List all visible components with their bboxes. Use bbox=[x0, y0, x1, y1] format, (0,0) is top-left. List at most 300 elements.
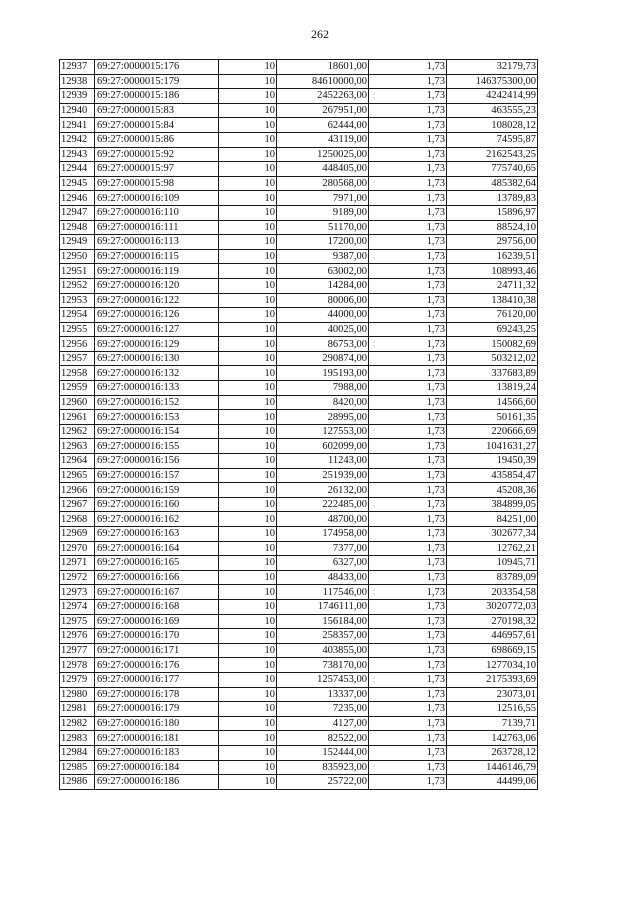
total-value-cell: 1041631,27 bbox=[447, 439, 538, 454]
coefficient-cell: 1,73 bbox=[369, 205, 447, 220]
cadastral-value-cell: 63002,00 bbox=[277, 264, 369, 279]
row-number-cell: 12937 bbox=[60, 60, 95, 75]
row-number-cell: 12970 bbox=[60, 541, 95, 556]
row-number-cell: 12979 bbox=[60, 672, 95, 687]
coefficient-cell: 1,73 bbox=[369, 337, 447, 352]
total-value-cell: 485382,64 bbox=[447, 176, 538, 191]
row-number-cell: 12958 bbox=[60, 366, 95, 381]
group-code-cell: 10 bbox=[219, 89, 277, 104]
coefficient-cell: 1,73 bbox=[369, 366, 447, 381]
cadastral-number-cell: 69:27:0000016:113 bbox=[95, 235, 219, 250]
cadastral-value-cell: 8420,00 bbox=[277, 395, 369, 410]
group-code-cell: 10 bbox=[219, 512, 277, 527]
coefficient-cell: 1,73 bbox=[369, 527, 447, 542]
row-number-cell: 12947 bbox=[60, 205, 95, 220]
total-value-cell: 108993,46 bbox=[447, 264, 538, 279]
table-row bbox=[60, 643, 538, 658]
table-row bbox=[60, 702, 538, 717]
table-row bbox=[60, 745, 538, 760]
total-value-cell: 337683,89 bbox=[447, 366, 538, 381]
cadastral-number-cell: 69:27:0000016:110 bbox=[95, 205, 219, 220]
coefficient-cell: 1,73 bbox=[369, 775, 447, 790]
cadastral-number-cell: 69:27:0000016:183 bbox=[95, 745, 219, 760]
group-code-cell: 10 bbox=[219, 527, 277, 542]
coefficient-cell: 1,73 bbox=[369, 278, 447, 293]
group-code-cell: 10 bbox=[219, 205, 277, 220]
coefficient-cell: 1,73 bbox=[369, 351, 447, 366]
row-number-cell: 12950 bbox=[60, 249, 95, 264]
cadastral-value-cell: 117546,00 bbox=[277, 585, 369, 600]
table-row bbox=[60, 293, 538, 308]
total-value-cell: 74595,87 bbox=[447, 132, 538, 147]
cadastral-value-cell: 280568,00 bbox=[277, 176, 369, 191]
total-value-cell: 263728,12 bbox=[447, 745, 538, 760]
table-row bbox=[60, 775, 538, 790]
row-number-cell: 12974 bbox=[60, 599, 95, 614]
table-row bbox=[60, 278, 538, 293]
row-number-cell: 12945 bbox=[60, 176, 95, 191]
cadastral-number-cell: 69:27:0000016:160 bbox=[95, 497, 219, 512]
cadastral-number-cell: 69:27:0000016:152 bbox=[95, 395, 219, 410]
cadastral-number-cell: 69:27:0000016:184 bbox=[95, 760, 219, 775]
coefficient-cell: 1,73 bbox=[369, 147, 447, 162]
total-value-cell: 142763,06 bbox=[447, 731, 538, 746]
group-code-cell: 10 bbox=[219, 424, 277, 439]
group-code-cell: 10 bbox=[219, 629, 277, 644]
group-code-cell: 10 bbox=[219, 103, 277, 118]
group-code-cell: 10 bbox=[219, 249, 277, 264]
table-row bbox=[60, 60, 538, 75]
row-number-cell: 12963 bbox=[60, 439, 95, 454]
coefficient-cell: 1,73 bbox=[369, 395, 447, 410]
table-row bbox=[60, 760, 538, 775]
coefficient-cell: 1,73 bbox=[369, 570, 447, 585]
group-code-cell: 10 bbox=[219, 643, 277, 658]
group-code-cell: 10 bbox=[219, 760, 277, 775]
total-value-cell: 32179,73 bbox=[447, 60, 538, 75]
table-row bbox=[60, 585, 538, 600]
row-number-cell: 12984 bbox=[60, 745, 95, 760]
total-value-cell: 12516,55 bbox=[447, 702, 538, 717]
coefficient-cell: 1,73 bbox=[369, 483, 447, 498]
row-number-cell: 12965 bbox=[60, 468, 95, 483]
coefficient-cell: 1,73 bbox=[369, 162, 447, 177]
row-number-cell: 12960 bbox=[60, 395, 95, 410]
total-value-cell: 146375300,00 bbox=[447, 74, 538, 89]
table-row bbox=[60, 205, 538, 220]
table-row bbox=[60, 716, 538, 731]
row-number-cell: 12980 bbox=[60, 687, 95, 702]
group-code-cell: 10 bbox=[219, 570, 277, 585]
table-row bbox=[60, 483, 538, 498]
coefficient-cell: 1,73 bbox=[369, 454, 447, 469]
row-number-cell: 12941 bbox=[60, 118, 95, 133]
coefficient-cell: 1,73 bbox=[369, 410, 447, 425]
coefficient-cell: 1,73 bbox=[369, 614, 447, 629]
coefficient-cell: 1,73 bbox=[369, 308, 447, 323]
total-value-cell: 3020772,03 bbox=[447, 599, 538, 614]
row-number-cell: 12962 bbox=[60, 424, 95, 439]
cadastral-number-cell: 69:27:0000016:115 bbox=[95, 249, 219, 264]
row-number-cell: 12938 bbox=[60, 74, 95, 89]
coefficient-cell: 1,73 bbox=[369, 716, 447, 731]
row-number-cell: 12977 bbox=[60, 643, 95, 658]
table-row bbox=[60, 264, 538, 279]
cadastral-value-cell: 13337,00 bbox=[277, 687, 369, 702]
coefficient-cell: 1,73 bbox=[369, 760, 447, 775]
row-number-cell: 12971 bbox=[60, 556, 95, 571]
coefficient-cell: 1,73 bbox=[369, 599, 447, 614]
coefficient-cell: 1,73 bbox=[369, 643, 447, 658]
table-row bbox=[60, 687, 538, 702]
coefficient-cell: 1,73 bbox=[369, 424, 447, 439]
cadastral-number-cell: 69:27:0000015:84 bbox=[95, 118, 219, 133]
group-code-cell: 10 bbox=[219, 147, 277, 162]
table-row bbox=[60, 614, 538, 629]
cadastral-number-cell: 69:27:0000016:159 bbox=[95, 483, 219, 498]
row-number-cell: 12975 bbox=[60, 614, 95, 629]
total-value-cell: 775740,65 bbox=[447, 162, 538, 177]
table-row bbox=[60, 118, 538, 133]
cadastral-number-cell: 69:27:0000016:170 bbox=[95, 629, 219, 644]
coefficient-cell: 1,73 bbox=[369, 191, 447, 206]
cadastral-value-cell: 86753,00 bbox=[277, 337, 369, 352]
cadastral-number-cell: 69:27:0000016:119 bbox=[95, 264, 219, 279]
row-number-cell: 12946 bbox=[60, 191, 95, 206]
cadastral-number-cell: 69:27:0000016:127 bbox=[95, 322, 219, 337]
group-code-cell: 10 bbox=[219, 687, 277, 702]
cadastral-number-cell: 69:27:0000016:157 bbox=[95, 468, 219, 483]
table-row bbox=[60, 512, 538, 527]
cadastral-number-cell: 69:27:0000016:130 bbox=[95, 351, 219, 366]
table-row bbox=[60, 410, 538, 425]
row-number-cell: 12949 bbox=[60, 235, 95, 250]
total-value-cell: 2162543,25 bbox=[447, 147, 538, 162]
table-row bbox=[60, 176, 538, 191]
cadastral-number-cell: 69:27:0000016:163 bbox=[95, 527, 219, 542]
cadastral-number-cell: 69:27:0000016:171 bbox=[95, 643, 219, 658]
cadastral-value-cell: 62444,00 bbox=[277, 118, 369, 133]
cadastral-value-cell: 251939,00 bbox=[277, 468, 369, 483]
cadastral-number-cell: 69:27:0000016:153 bbox=[95, 410, 219, 425]
cadastral-value-cell: 2452263,00 bbox=[277, 89, 369, 104]
total-value-cell: 384899,05 bbox=[447, 497, 538, 512]
total-value-cell: 83789,09 bbox=[447, 570, 538, 585]
coefficient-cell: 1,73 bbox=[369, 702, 447, 717]
table-row bbox=[60, 162, 538, 177]
group-code-cell: 10 bbox=[219, 176, 277, 191]
total-value-cell: 19450,39 bbox=[447, 454, 538, 469]
row-number-cell: 12986 bbox=[60, 775, 95, 790]
cadastral-value-cell: 26132,00 bbox=[277, 483, 369, 498]
total-value-cell: 12762,21 bbox=[447, 541, 538, 556]
cadastral-value-cell: 9387,00 bbox=[277, 249, 369, 264]
row-number-cell: 12954 bbox=[60, 308, 95, 323]
coefficient-cell: 1,73 bbox=[369, 745, 447, 760]
table-row bbox=[60, 74, 538, 89]
table-row bbox=[60, 527, 538, 542]
group-code-cell: 10 bbox=[219, 745, 277, 760]
row-number-cell: 12961 bbox=[60, 410, 95, 425]
cadastral-number-cell: 69:27:0000016:126 bbox=[95, 308, 219, 323]
row-number-cell: 12940 bbox=[60, 103, 95, 118]
row-number-cell: 12959 bbox=[60, 381, 95, 396]
cadastral-value-cell: 222485,00 bbox=[277, 497, 369, 512]
row-number-cell: 12983 bbox=[60, 731, 95, 746]
row-number-cell: 12978 bbox=[60, 658, 95, 673]
cadastral-value-cell: 82522,00 bbox=[277, 731, 369, 746]
total-value-cell: 203354,58 bbox=[447, 585, 538, 600]
cadastral-number-cell: 69:27:0000015:179 bbox=[95, 74, 219, 89]
group-code-cell: 10 bbox=[219, 672, 277, 687]
table-row bbox=[60, 337, 538, 352]
cadastral-value-cell: 174958,00 bbox=[277, 527, 369, 542]
group-code-cell: 10 bbox=[219, 658, 277, 673]
table-row bbox=[60, 103, 538, 118]
total-value-cell: 435854,47 bbox=[447, 468, 538, 483]
total-value-cell: 4242414,99 bbox=[447, 89, 538, 104]
total-value-cell: 2175393,69 bbox=[447, 672, 538, 687]
table-row bbox=[60, 497, 538, 512]
group-code-cell: 10 bbox=[219, 381, 277, 396]
total-value-cell: 7139,71 bbox=[447, 716, 538, 731]
group-code-cell: 10 bbox=[219, 337, 277, 352]
coefficient-cell: 1,73 bbox=[369, 468, 447, 483]
cadastral-value-cell: 28995,00 bbox=[277, 410, 369, 425]
row-number-cell: 12943 bbox=[60, 147, 95, 162]
total-value-cell: 302677,34 bbox=[447, 527, 538, 542]
cadastral-number-cell: 69:27:0000016:156 bbox=[95, 454, 219, 469]
cadastral-value-cell: 156184,00 bbox=[277, 614, 369, 629]
cadastral-number-cell: 69:27:0000016:162 bbox=[95, 512, 219, 527]
row-number-cell: 12981 bbox=[60, 702, 95, 717]
row-number-cell: 12948 bbox=[60, 220, 95, 235]
cadastral-value-cell: 11243,00 bbox=[277, 454, 369, 469]
cadastral-value-cell: 738170,00 bbox=[277, 658, 369, 673]
row-number-cell: 12985 bbox=[60, 760, 95, 775]
cadastral-value-cell: 17200,00 bbox=[277, 235, 369, 250]
coefficient-cell: 1,73 bbox=[369, 74, 447, 89]
cadastral-number-cell: 69:27:0000016:186 bbox=[95, 775, 219, 790]
row-number-cell: 12952 bbox=[60, 278, 95, 293]
cadastral-value-cell: 4127,00 bbox=[277, 716, 369, 731]
cadastral-value-cell: 267951,00 bbox=[277, 103, 369, 118]
cadastral-value-cell: 195193,00 bbox=[277, 366, 369, 381]
coefficient-cell: 1,73 bbox=[369, 687, 447, 702]
total-value-cell: 13789,83 bbox=[447, 191, 538, 206]
group-code-cell: 10 bbox=[219, 541, 277, 556]
cadastral-number-cell: 69:27:0000016:154 bbox=[95, 424, 219, 439]
group-code-cell: 10 bbox=[219, 585, 277, 600]
cadastral-number-cell: 69:27:0000016:120 bbox=[95, 278, 219, 293]
row-number-cell: 12964 bbox=[60, 454, 95, 469]
table-row bbox=[60, 395, 538, 410]
cadastral-value-cell: 448405,00 bbox=[277, 162, 369, 177]
coefficient-cell: 1,73 bbox=[369, 439, 447, 454]
group-code-cell: 10 bbox=[219, 308, 277, 323]
row-number-cell: 12956 bbox=[60, 337, 95, 352]
group-code-cell: 10 bbox=[219, 118, 277, 133]
table-row bbox=[60, 308, 538, 323]
cadastral-number-cell: 69:27:0000016:133 bbox=[95, 381, 219, 396]
cadastral-number-cell: 69:27:0000016:177 bbox=[95, 672, 219, 687]
cadastral-value-cell: 290874,00 bbox=[277, 351, 369, 366]
cadastral-value-cell: 44000,00 bbox=[277, 308, 369, 323]
group-code-cell: 10 bbox=[219, 293, 277, 308]
total-value-cell: 15896,97 bbox=[447, 205, 538, 220]
cadastral-value-cell: 25722,00 bbox=[277, 775, 369, 790]
coefficient-cell: 1,73 bbox=[369, 249, 447, 264]
table-row bbox=[60, 89, 538, 104]
row-number-cell: 12953 bbox=[60, 293, 95, 308]
cadastral-number-cell: 69:27:0000016:109 bbox=[95, 191, 219, 206]
cadastral-number-cell: 69:27:0000016:111 bbox=[95, 220, 219, 235]
cadastral-number-cell: 69:27:0000016:122 bbox=[95, 293, 219, 308]
total-value-cell: 463555,23 bbox=[447, 103, 538, 118]
total-value-cell: 84251,00 bbox=[447, 512, 538, 527]
cadastral-value-cell: 127553,00 bbox=[277, 424, 369, 439]
coefficient-cell: 1,73 bbox=[369, 60, 447, 75]
cadastral-value-table bbox=[59, 59, 538, 790]
row-number-cell: 12939 bbox=[60, 89, 95, 104]
cadastral-value-cell: 1250025,00 bbox=[277, 147, 369, 162]
cadastral-number-cell: 69:27:0000016:176 bbox=[95, 658, 219, 673]
total-value-cell: 10945,71 bbox=[447, 556, 538, 571]
group-code-cell: 10 bbox=[219, 132, 277, 147]
group-code-cell: 10 bbox=[219, 483, 277, 498]
group-code-cell: 10 bbox=[219, 395, 277, 410]
cadastral-number-cell: 69:27:0000016:166 bbox=[95, 570, 219, 585]
cadastral-number-cell: 69:27:0000015:97 bbox=[95, 162, 219, 177]
group-code-cell: 10 bbox=[219, 264, 277, 279]
group-code-cell: 10 bbox=[219, 278, 277, 293]
row-number-cell: 12967 bbox=[60, 497, 95, 512]
table-row bbox=[60, 351, 538, 366]
total-value-cell: 45208,36 bbox=[447, 483, 538, 498]
total-value-cell: 69243,25 bbox=[447, 322, 538, 337]
total-value-cell: 29756,00 bbox=[447, 235, 538, 250]
group-code-cell: 10 bbox=[219, 191, 277, 206]
table-row bbox=[60, 672, 538, 687]
cadastral-number-cell: 69:27:0000015:92 bbox=[95, 147, 219, 162]
table-row bbox=[60, 322, 538, 337]
group-code-cell: 10 bbox=[219, 775, 277, 790]
coefficient-cell: 1,73 bbox=[369, 118, 447, 133]
table-row bbox=[60, 658, 538, 673]
table-row bbox=[60, 366, 538, 381]
group-code-cell: 10 bbox=[219, 162, 277, 177]
table-row bbox=[60, 570, 538, 585]
total-value-cell: 150082,69 bbox=[447, 337, 538, 352]
cadastral-value-cell: 835923,00 bbox=[277, 760, 369, 775]
total-value-cell: 44499,06 bbox=[447, 775, 538, 790]
table-row bbox=[60, 454, 538, 469]
coefficient-cell: 1,73 bbox=[369, 220, 447, 235]
group-code-cell: 10 bbox=[219, 556, 277, 571]
group-code-cell: 10 bbox=[219, 614, 277, 629]
group-code-cell: 10 bbox=[219, 410, 277, 425]
total-value-cell: 88524,10 bbox=[447, 220, 538, 235]
total-value-cell: 50161,35 bbox=[447, 410, 538, 425]
cadastral-value-cell: 84610000,00 bbox=[277, 74, 369, 89]
row-number-cell: 12973 bbox=[60, 585, 95, 600]
cadastral-number-cell: 69:27:0000016:164 bbox=[95, 541, 219, 556]
table-row bbox=[60, 439, 538, 454]
coefficient-cell: 1,73 bbox=[369, 512, 447, 527]
table-row bbox=[60, 468, 538, 483]
table-row bbox=[60, 381, 538, 396]
total-value-cell: 138410,38 bbox=[447, 293, 538, 308]
cadastral-number-cell: 69:27:0000015:86 bbox=[95, 132, 219, 147]
group-code-cell: 10 bbox=[219, 439, 277, 454]
row-number-cell: 12969 bbox=[60, 527, 95, 542]
cadastral-number-cell: 69:27:0000015:176 bbox=[95, 60, 219, 75]
group-code-cell: 10 bbox=[219, 235, 277, 250]
total-value-cell: 503212,02 bbox=[447, 351, 538, 366]
group-code-cell: 10 bbox=[219, 322, 277, 337]
cadastral-value-cell: 51170,00 bbox=[277, 220, 369, 235]
coefficient-cell: 1,73 bbox=[369, 322, 447, 337]
cadastral-value-cell: 40025,00 bbox=[277, 322, 369, 337]
table-row bbox=[60, 191, 538, 206]
table-row bbox=[60, 132, 538, 147]
group-code-cell: 10 bbox=[219, 497, 277, 512]
total-value-cell: 108028,12 bbox=[447, 118, 538, 133]
coefficient-cell: 1,73 bbox=[369, 731, 447, 746]
table-row bbox=[60, 424, 538, 439]
cadastral-number-cell: 69:27:0000016:169 bbox=[95, 614, 219, 629]
coefficient-cell: 1,73 bbox=[369, 381, 447, 396]
total-value-cell: 698669,15 bbox=[447, 643, 538, 658]
group-code-cell: 10 bbox=[219, 716, 277, 731]
table-row bbox=[60, 235, 538, 250]
cadastral-number-cell: 69:27:0000016:180 bbox=[95, 716, 219, 731]
cadastral-value-cell: 80006,00 bbox=[277, 293, 369, 308]
group-code-cell: 10 bbox=[219, 468, 277, 483]
coefficient-cell: 1,73 bbox=[369, 556, 447, 571]
total-value-cell: 23073,01 bbox=[447, 687, 538, 702]
total-value-cell: 13819,24 bbox=[447, 381, 538, 396]
cadastral-number-cell: 69:27:0000015:83 bbox=[95, 103, 219, 118]
coefficient-cell: 1,73 bbox=[369, 293, 447, 308]
cadastral-number-cell: 69:27:0000016:129 bbox=[95, 337, 219, 352]
coefficient-cell: 1,73 bbox=[369, 264, 447, 279]
cadastral-number-cell: 69:27:0000015:98 bbox=[95, 176, 219, 191]
group-code-cell: 10 bbox=[219, 454, 277, 469]
coefficient-cell: 1,73 bbox=[369, 585, 447, 600]
cadastral-value-cell: 43119,00 bbox=[277, 132, 369, 147]
cadastral-number-cell: 69:27:0000016:178 bbox=[95, 687, 219, 702]
group-code-cell: 10 bbox=[219, 731, 277, 746]
total-value-cell: 24711,32 bbox=[447, 278, 538, 293]
table-body bbox=[60, 60, 538, 790]
row-number-cell: 12972 bbox=[60, 570, 95, 585]
row-number-cell: 12982 bbox=[60, 716, 95, 731]
total-value-cell: 270198,32 bbox=[447, 614, 538, 629]
group-code-cell: 10 bbox=[219, 74, 277, 89]
group-code-cell: 10 bbox=[219, 366, 277, 381]
table-row bbox=[60, 731, 538, 746]
group-code-cell: 10 bbox=[219, 702, 277, 717]
cadastral-value-cell: 152444,00 bbox=[277, 745, 369, 760]
table-row bbox=[60, 556, 538, 571]
coefficient-cell: 1,73 bbox=[369, 658, 447, 673]
total-value-cell: 446957,61 bbox=[447, 629, 538, 644]
table-row bbox=[60, 249, 538, 264]
cadastral-number-cell: 69:27:0000016:181 bbox=[95, 731, 219, 746]
cadastral-number-cell: 69:27:0000015:186 bbox=[95, 89, 219, 104]
cadastral-value-cell: 258357,00 bbox=[277, 629, 369, 644]
